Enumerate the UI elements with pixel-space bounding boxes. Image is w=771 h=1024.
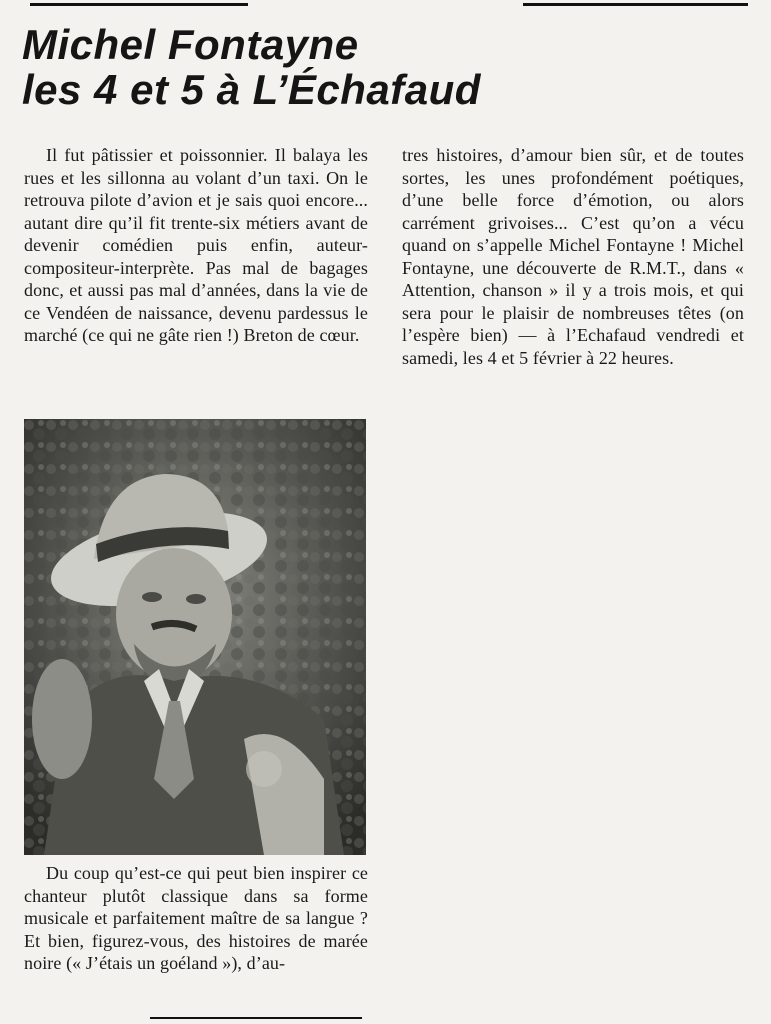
top-rule-left (30, 3, 248, 6)
top-rule-right (523, 3, 748, 6)
headline-line-2: les 4 et 5 à L’Échafaud (22, 66, 481, 113)
bottom-rule (150, 1017, 362, 1019)
singer-photo (24, 419, 366, 855)
article-paragraph-2: Du coup qu’est-ce qui peut bien inspirer ce chanteur plutôt classique dans sa forme musicale et parfaitement maître de sa langue ? Et bien, figurez-vous, des histoires de marée noire (« J’étais un goéland »), d’au- (24, 863, 368, 973)
article-column-2: tres histoires, d’amour bien sûr, et de toutes sortes, les unes profondément poétiques, d’une belle force d’émotion, ou alors carrément grivoises... C’est qu’on a vécu quand on s’appelle Michel Fontayne ! Michel Fontayne, une découverte de R.M.T., dans « Attention, chanson » il y a trois mois, et qui sera pour le plaisir de nombreuses têtes (on l’espère bien) — à l’Echafaud vendredi et samedi, les 4 et 5 février à 22 heures. (402, 145, 744, 368)
singer-portrait-image (24, 419, 366, 855)
headline-line-1: Michel Fontayne (22, 21, 359, 68)
article-paragraph-1: Il fut pâtissier et poissonnier. Il balaya les rues et les sillonna au volant d’un taxi. On le retrouva pilote d’avion et je sais quoi encore... autant dire qu’il fit trente-six métiers avant de devenir comédien puis enfin, auteur-compositeur-interprète. Pas mal de bagages donc, et aussi pas mal d’années, dans la vie de ce Vendéen de naissance, devenu pardessus le marché (ce qui ne gâte rien !) Breton de cœur. (24, 145, 368, 345)
headline (22, 22, 742, 112)
